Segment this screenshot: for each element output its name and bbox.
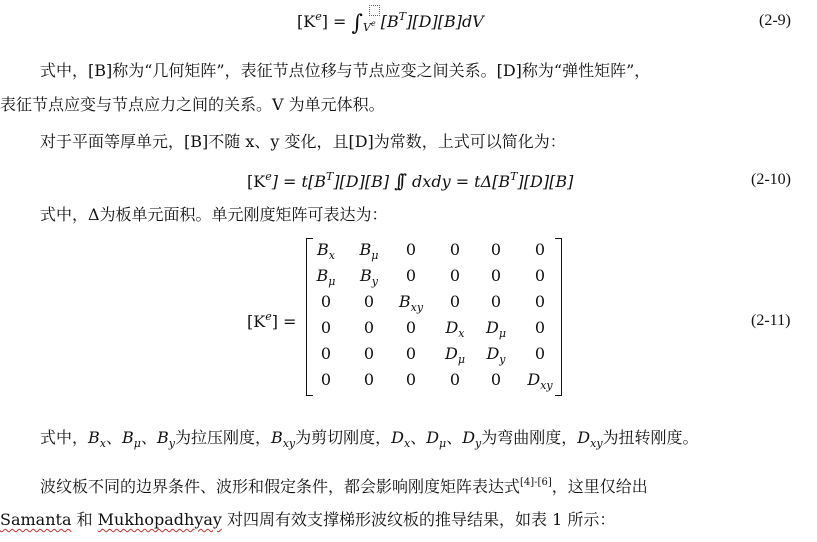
para-1-line-2: 表征节点应变与节点应力之间的关系。V 为单元体积。 xyxy=(0,95,385,114)
matrix-cell: 0 xyxy=(534,240,546,259)
eq-2-10-end: ][D][B] xyxy=(517,172,574,191)
matrix-cell: $B_\mu$ xyxy=(359,240,379,262)
eq-2-10-lhs-close: ] = t[B xyxy=(271,172,326,191)
matrix-cell: $B_{xy}$ xyxy=(398,292,424,314)
term-dy-sub: y xyxy=(475,437,482,450)
placeholder-box-icon xyxy=(369,5,380,16)
para-3-line-1: 式中，Δ为板单元面积。单元刚度矩阵可表达为： xyxy=(40,205,388,224)
author-name-mukhopadhyay: Mukhopadhyay xyxy=(97,510,222,529)
sep-3: 、 xyxy=(410,428,427,447)
matrix-cell: 0 xyxy=(490,370,502,389)
term-bmu-sub: μ xyxy=(133,437,141,450)
matrix-cell: 0 xyxy=(405,318,417,337)
eq-2-10-t-sup-2: T xyxy=(510,170,518,183)
matrix-cell: 0 xyxy=(449,370,461,389)
eq-2-11-lhs-text: [K xyxy=(247,312,266,331)
eq-2-9-rhs-1: [B xyxy=(380,12,399,31)
sep-4: 、 xyxy=(446,428,463,447)
matrix-cell-subscript: μ xyxy=(498,327,506,340)
matrix-cell-subscript: μ xyxy=(371,249,379,262)
matrix-cell: 0 xyxy=(405,266,417,285)
matrix-cell: 0 xyxy=(363,370,375,389)
term-dy: D xyxy=(462,428,476,447)
eq-2-10-lhs: [K xyxy=(247,172,266,191)
matrix-cell-subscript: x xyxy=(458,327,465,340)
matrix-cell: 0 xyxy=(363,292,375,311)
eq-2-10-dxdy: dxdy = tΔ[B xyxy=(406,172,511,191)
matrix-cell-subscript: xy xyxy=(410,301,424,314)
matrix-cell: 0 xyxy=(363,318,375,337)
matrix-cell: 0 xyxy=(320,370,332,389)
equation-2-9 xyxy=(297,10,484,36)
matrix-cell: 0 xyxy=(449,266,461,285)
matrix-cell-subscript: x xyxy=(328,249,335,262)
matrix-cell-subscript: μ xyxy=(328,275,336,288)
term-dxy-sub: xy xyxy=(590,437,603,450)
matrix-cell: 0 xyxy=(490,292,502,311)
eq-2-10-lhs-sup: e xyxy=(265,170,272,183)
term-dx: D xyxy=(391,428,404,447)
matrix-cell-subscript: μ xyxy=(457,353,465,366)
matrix-cell: 0 xyxy=(534,344,546,363)
matrix-cell: $D_\mu$ xyxy=(445,344,465,366)
para-4-text-2: 为拉压刚度， xyxy=(174,428,271,447)
matrix-cell: $D_\mu$ xyxy=(486,318,506,340)
matrix-cell: $B_\mu$ xyxy=(316,266,336,288)
eq-2-9-rhs-2: ][D][B]dV xyxy=(406,12,484,31)
para-2-line-1: 对于平面等厚单元，[B]不随 x、y 变化，且[D]为常数，上式可以简化为： xyxy=(40,132,566,151)
para-4-text-4: 为弯曲刚度， xyxy=(481,428,578,447)
matrix-cell-subscript: y xyxy=(371,275,378,288)
para-1-line-1: 式中，[B]称为“几何矩阵”，表征节点位移与节点应变之间关系。[D]称为“弹性矩阵”， xyxy=(40,61,651,80)
matrix-cell: $D_x$ xyxy=(445,318,465,340)
term-bx-sub: x xyxy=(99,437,106,450)
equation-2-10 xyxy=(247,170,573,192)
citation-ref: [4]-[6] xyxy=(520,477,552,488)
matrix-cell: 0 xyxy=(534,318,546,337)
integral-sign: ∫ xyxy=(351,11,364,36)
matrix-cell: $D_{xy}$ xyxy=(527,370,553,392)
eq-2-11-lhs xyxy=(247,310,296,331)
term-by-sub: y xyxy=(168,437,175,450)
matrix-cell: 0 xyxy=(449,240,461,259)
para-5-line-1 xyxy=(40,473,648,497)
matrix-cell: 0 xyxy=(363,344,375,363)
para-5-and: 和 xyxy=(71,510,98,529)
matrix-cell-subscript: y xyxy=(499,353,506,366)
term-by: B xyxy=(156,428,169,447)
matrix-cell: 0 xyxy=(320,318,332,337)
matrix-cell: 0 xyxy=(490,240,502,259)
para-5-text-3: 对四周有效支撑梯形波纹板的推导结果，如表 1 所示： xyxy=(221,510,616,529)
eq-2-9-rhs-sup: T xyxy=(398,10,407,23)
eq-2-11-lhs-sup: e xyxy=(265,310,272,323)
para-5-text-1: 波纹板不同的边界条件、波形和假定条件，都会影响刚度矩阵表达式 xyxy=(40,477,521,496)
matrix-cell: 0 xyxy=(405,370,417,389)
para-4-text-3: 为剪切刚度， xyxy=(295,428,392,447)
matrix-cell: 0 xyxy=(449,292,461,311)
eq-2-10-t-sup: T xyxy=(325,170,334,183)
matrix-cell: 0 xyxy=(534,266,546,285)
para-5-text-2: ，这里仅给出 xyxy=(551,477,648,496)
term-bmu: B xyxy=(122,428,134,447)
term-bxy-sub: xy xyxy=(282,437,296,450)
double-integral-sign: ∫∫ xyxy=(394,171,401,192)
term-dxy: D xyxy=(577,428,591,447)
matrix-cell: 0 xyxy=(405,344,417,363)
eq-2-10-middle: ][D][B] xyxy=(333,172,390,191)
para-5-line-2 xyxy=(0,510,615,530)
eq-2-9-lhs-close: ] = xyxy=(321,12,352,31)
sep-1: 、 xyxy=(106,428,123,447)
para-4-text-5: 为扭转刚度。 xyxy=(602,428,699,447)
matrix-cell: 0 xyxy=(534,292,546,311)
author-name-samanta: Samanta xyxy=(0,510,72,529)
integral-subscript: Ve xyxy=(363,19,376,34)
eq-2-11-lhs-close: ] = xyxy=(271,312,297,331)
term-dmu: D xyxy=(426,428,440,447)
para-4-text-1: 式中， xyxy=(40,428,89,447)
term-bx: B xyxy=(88,428,100,447)
matrix-cell: 0 xyxy=(320,344,332,363)
term-dx-sub: x xyxy=(403,437,411,450)
eq-2-9-lhs-sup: e xyxy=(315,10,322,23)
matrix-cell: $B_x$ xyxy=(317,240,335,262)
matrix-cell-subscript: xy xyxy=(540,379,553,392)
eq-2-11-number: (2-11) xyxy=(751,312,791,329)
term-dmu-sub: μ xyxy=(439,437,447,450)
term-bxy: B xyxy=(270,428,283,447)
matrix-cell: 0 xyxy=(405,240,417,259)
matrix-cell: 0 xyxy=(320,292,332,311)
matrix-cell: $B_y$ xyxy=(360,266,378,288)
eq-2-9-number: (2-9) xyxy=(759,12,791,29)
eq-2-9-lhs: [K xyxy=(297,12,316,31)
sep-2: 、 xyxy=(140,428,157,447)
matrix-cell: 0 xyxy=(490,266,502,285)
matrix-cell: $D_y$ xyxy=(486,344,506,366)
eq-2-10-number: (2-10) xyxy=(751,171,791,188)
para-4 xyxy=(40,428,699,454)
